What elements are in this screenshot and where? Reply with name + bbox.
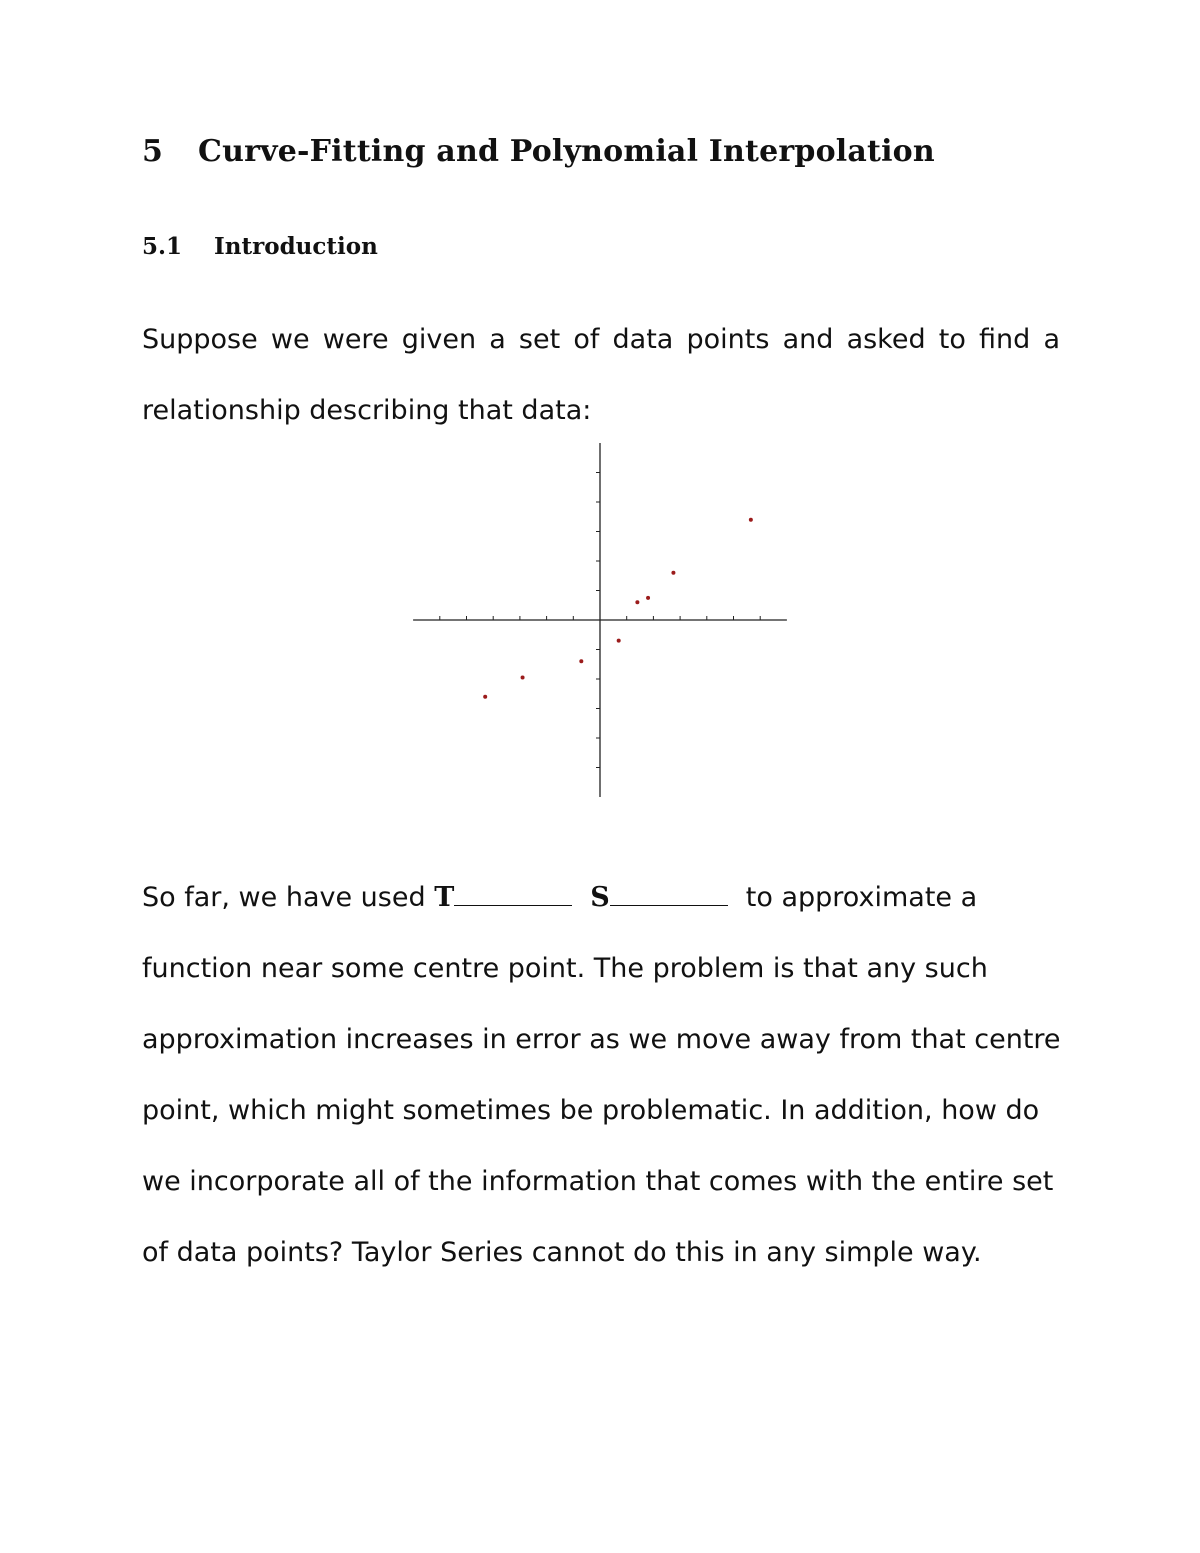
sofar-line-1 xyxy=(142,862,1060,933)
subsection-heading xyxy=(142,233,378,260)
data-point xyxy=(749,518,753,522)
section-title: Curve-Fitting and Polynomial Interpolation xyxy=(198,134,935,169)
sofar-line-4: point, which might sometimes be problematic. In addition, how do xyxy=(142,1095,1040,1126)
sofar-paragraph xyxy=(142,862,1060,1288)
section-number: 5 xyxy=(142,134,164,169)
data-point xyxy=(646,596,650,600)
data-point xyxy=(521,676,525,680)
sofar-line-5: we incorporate all of the information that comes with the entire set xyxy=(142,1166,1054,1197)
blank-t-line xyxy=(454,883,572,906)
data-point xyxy=(635,600,639,604)
scatter-plot xyxy=(400,435,800,805)
intro-line-2: relationship describing that data: xyxy=(142,395,592,426)
data-point xyxy=(671,571,675,575)
data-point xyxy=(617,639,621,643)
sofar-pre-text: So far, we have used xyxy=(142,882,435,913)
blank-t-letter: T xyxy=(434,882,455,913)
section-heading xyxy=(142,134,935,169)
data-point xyxy=(483,695,487,699)
sofar-line-3: approximation increases in error as we move away from that centre xyxy=(142,1024,1061,1055)
subsection-title: Introduction xyxy=(214,233,378,260)
intro-line-1: Suppose we were given a set of data points and asked to find a xyxy=(142,324,1060,355)
intro-paragraph xyxy=(142,304,1060,446)
sofar-post-text: to approximate a xyxy=(745,882,978,913)
sofar-line-2: function near some centre point. The problem is that any such xyxy=(142,953,988,984)
blank-s-letter: S xyxy=(590,882,610,913)
data-point xyxy=(579,659,583,663)
sofar-line-6: of data points? Taylor Series cannot do this in any simple way. xyxy=(142,1237,982,1268)
subsection-number: 5.1 xyxy=(142,233,183,260)
blank-s-line xyxy=(610,883,728,906)
